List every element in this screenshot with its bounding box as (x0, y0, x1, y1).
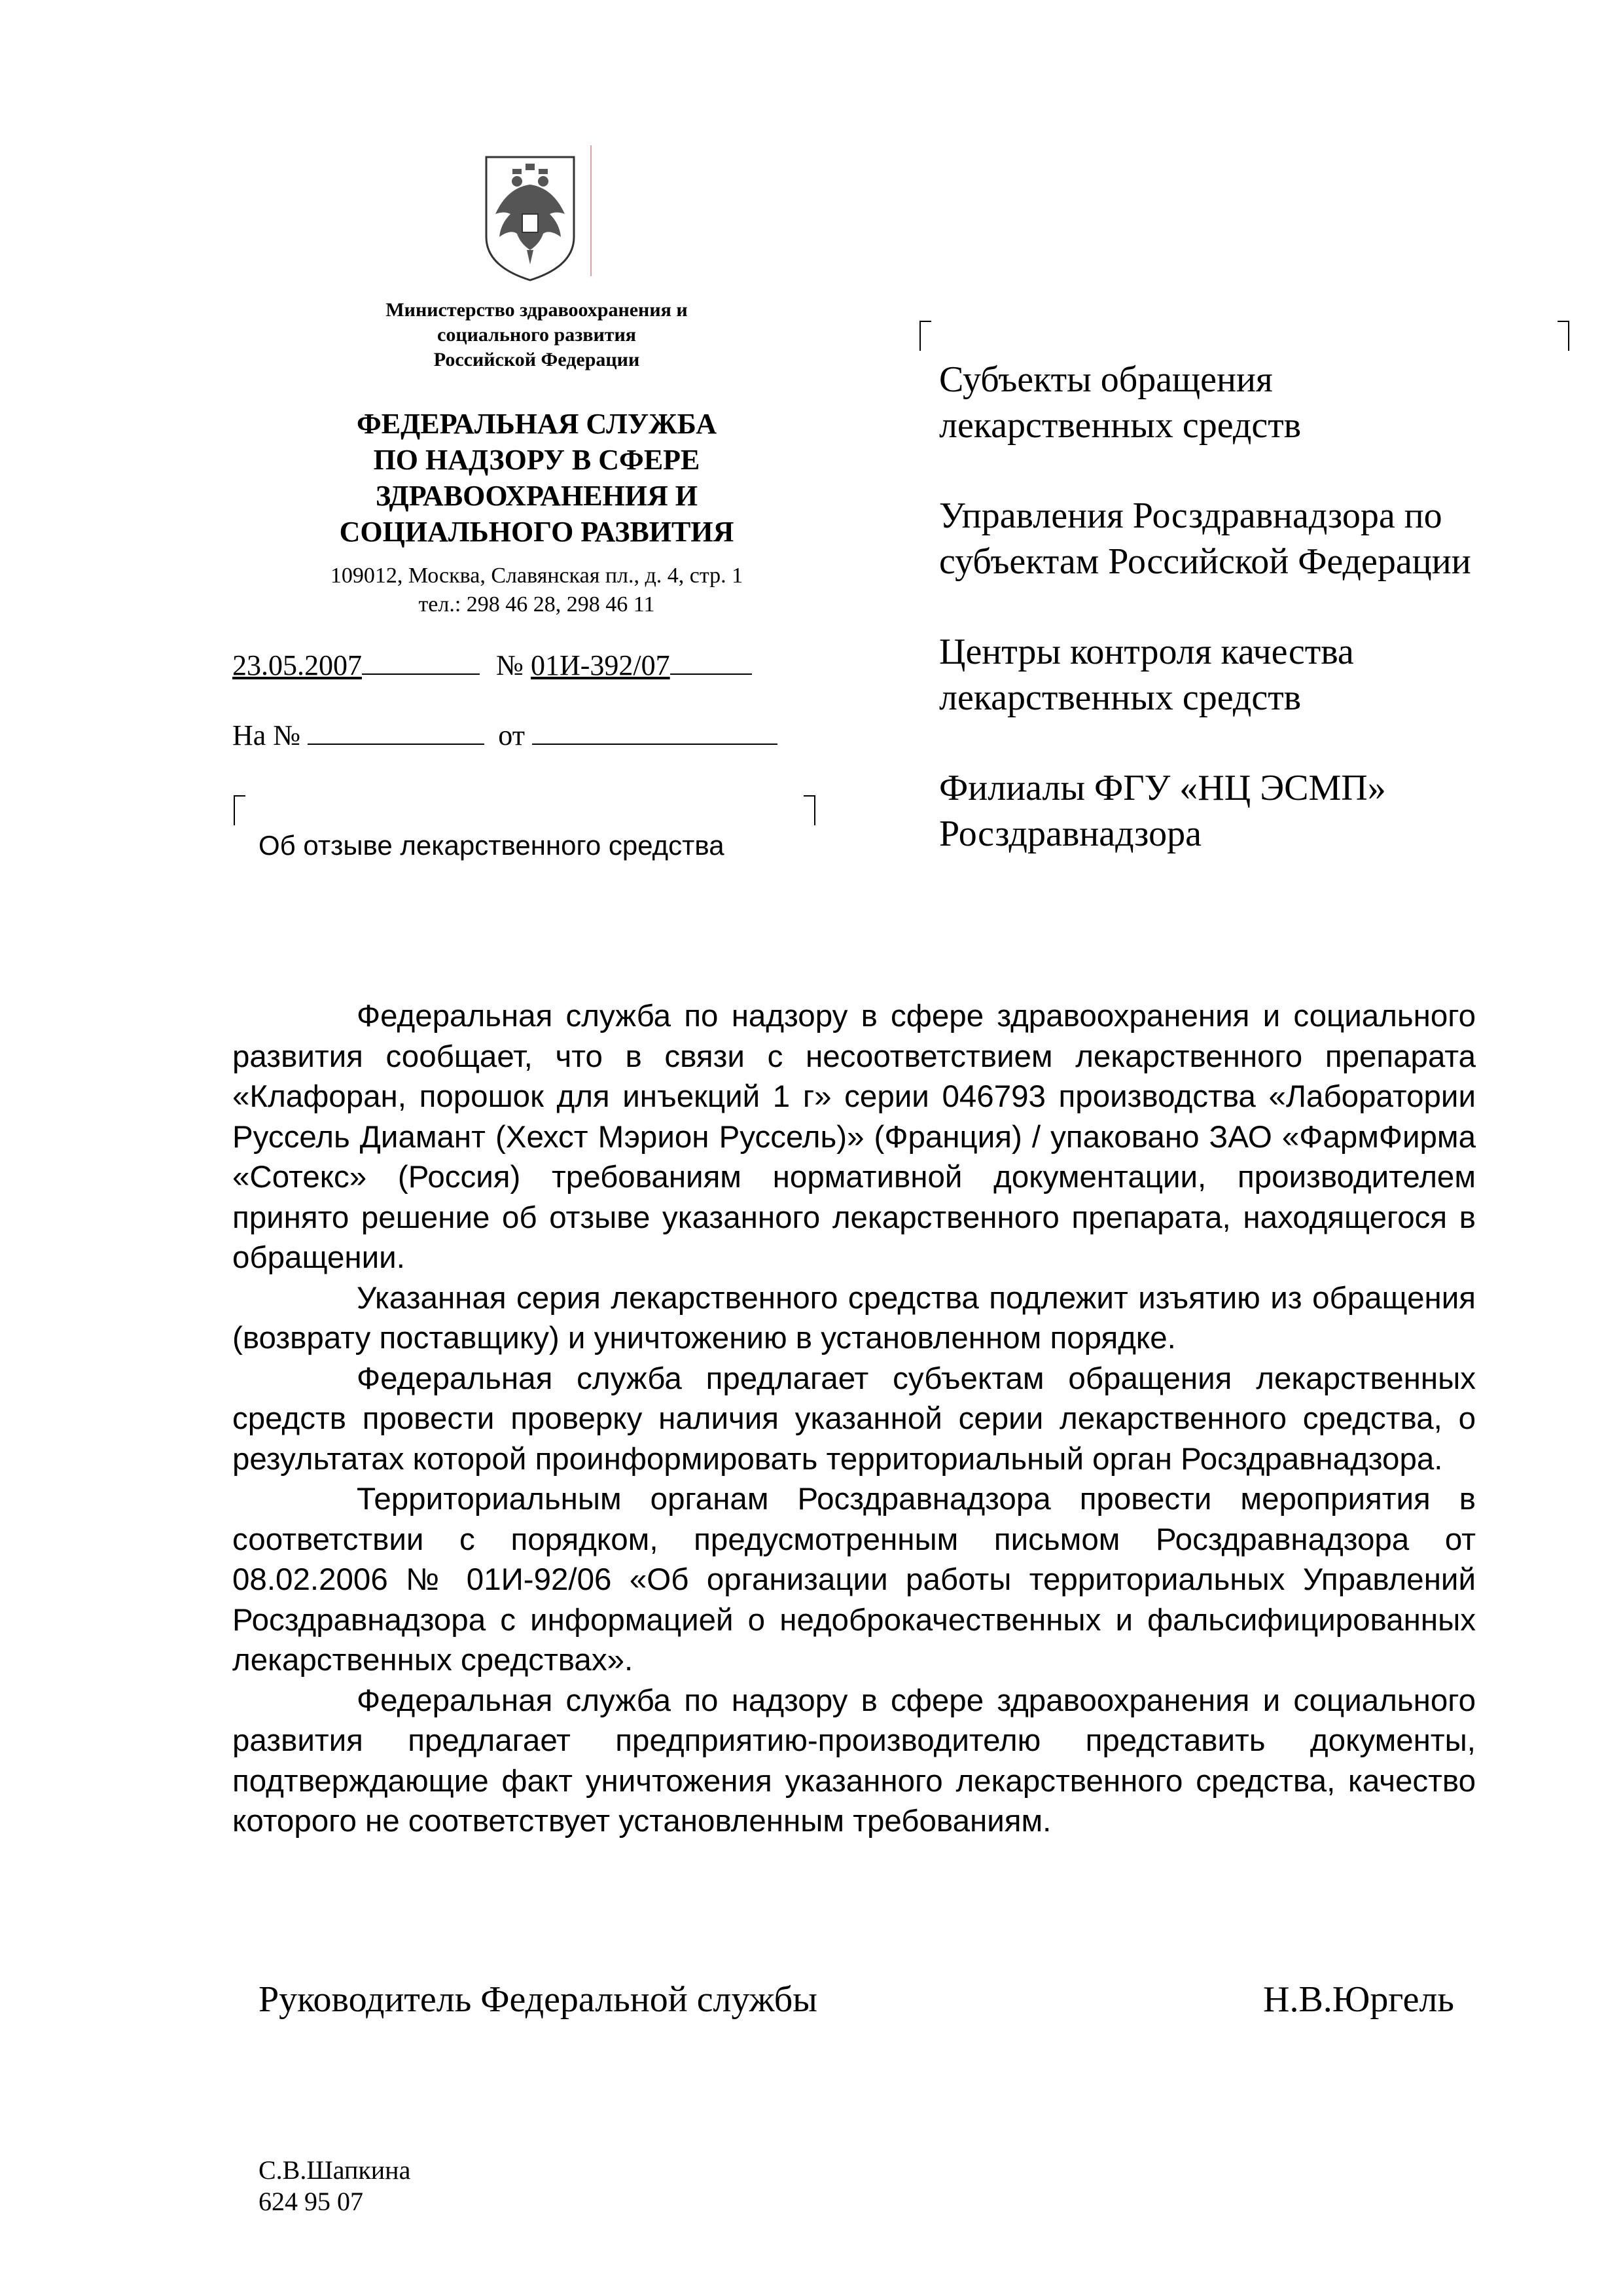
ref-number-blank (308, 715, 484, 745)
ministry-line: Министерство здравоохранения и (385, 299, 688, 321)
number-underline (670, 645, 752, 675)
signatory-name: Н.В.Юргель (1263, 1979, 1454, 2020)
recipient-line: лекарственных средств (939, 677, 1302, 718)
body-paragraph: Указанная серия лекарственного средства подлежит изъятию из обращения (возврату поставщику) и уничтожению в установленном порядке. (232, 1280, 1476, 1355)
corner-mark (234, 795, 245, 825)
service-name (262, 406, 812, 550)
ministry-name (281, 298, 792, 372)
recipient-line: лекарственных средств (939, 405, 1302, 446)
service-line: ЗДРАВООХРАНЕНИЯ И (375, 480, 698, 512)
executor-info (259, 2155, 410, 2217)
address-line: 109012, Москва, Славянская пл., д. 4, стр. 1 (330, 564, 743, 588)
body-paragraph: Федеральная служба по надзору в сфере здравоохранения и социального развития предлагает предприятию-производителю представить документы, подтверждающие факт уничтожения указанного лекарственного средства, качество которого не соответствует установленным требованиям. (232, 1683, 1476, 1839)
corner-mark (804, 795, 815, 825)
recipients-block (939, 357, 1567, 901)
divider (590, 145, 592, 276)
document-subject: Об отзыве лекарственного средства (259, 830, 724, 861)
body-paragraph: Территориальным органам Росздравнадзора провести мероприятия в соответствии с порядком, предусмотренным письмом Росздравнадзора от 08.02.2006 № 01И-92/06 «Об организации работы территориальных Управлений Росздравнадзора с информацией о недоброкачественных и фальсифицированных лекарственных средствах». (232, 1482, 1476, 1677)
recipient-line: Центры контроля качества (939, 632, 1354, 672)
letter-body (232, 996, 1476, 1842)
ref-date-blank (532, 715, 777, 745)
service-line: СОЦИАЛЬНОГО РАЗВИТИЯ (339, 516, 734, 548)
reference-line (232, 715, 821, 754)
recipient (939, 629, 1567, 721)
service-line: ПО НАДЗОРУ В СФЕРЕ (373, 444, 700, 476)
recipient-line: Филиалы ФГУ «НЦ ЭСМП» (939, 768, 1386, 808)
executor-phone: 624 95 07 (259, 2187, 363, 2216)
document-number: 01И-392/07 (530, 649, 670, 681)
signatory-title: Руководитель Федеральной службы (259, 1979, 817, 2020)
document-date: 23.05.2007 (232, 649, 362, 681)
corner-mark (1558, 321, 1569, 351)
body-paragraph: Федеральная служба по надзору в сфере здравоохранения и социального развития сообщает, что в связи с несоответствием лекарственного препарата «Клафоран, порошок для инъекций 1 г» серии 046793 производства «Лаборатории Руссель Диамант (Хехст Мэрион Руссель)» (Франция) / упаковано ЗАО «ФармФирма «Сотекс» (Россия) требованиям нормативной документации, производителем принято решение об отзыве указанного лекарственного препарата, находящегося в обращении. (232, 999, 1476, 1275)
ministry-line: Российской Федерации (433, 349, 640, 370)
recipient-line: Субъекты обращения (939, 359, 1273, 400)
coat-of-arms-icon (481, 152, 579, 283)
recipient-line: субъектам Российской Федерации (939, 541, 1471, 582)
number-label: № (496, 649, 524, 681)
recipient-line: Управления Росздравнадзора по (939, 495, 1442, 536)
service-address (262, 562, 812, 619)
recipient (939, 493, 1567, 584)
ministry-line: социального развития (437, 324, 636, 346)
recipient-line: Росздравнадзора (939, 814, 1202, 854)
date-underline (362, 645, 480, 675)
body-paragraph: Федеральная служба предлагает субъектам обращения лекарственных средств провести проверку наличия указанной серии лекарственного средства, о результатах которой проинформировать территориальный орган Росздравнадзора. (232, 1361, 1476, 1477)
date-number-line (232, 645, 795, 684)
ref-label: На № (232, 719, 301, 751)
recipient (939, 765, 1567, 857)
phone-line: тел.: 298 46 28, 298 46 11 (418, 592, 655, 617)
corner-mark (919, 321, 931, 351)
recipient (939, 357, 1567, 448)
executor-name: С.В.Шапкина (259, 2155, 411, 2185)
service-line: ФЕДЕРАЛЬНАЯ СЛУЖБА (357, 408, 717, 440)
from-label: от (498, 719, 525, 751)
